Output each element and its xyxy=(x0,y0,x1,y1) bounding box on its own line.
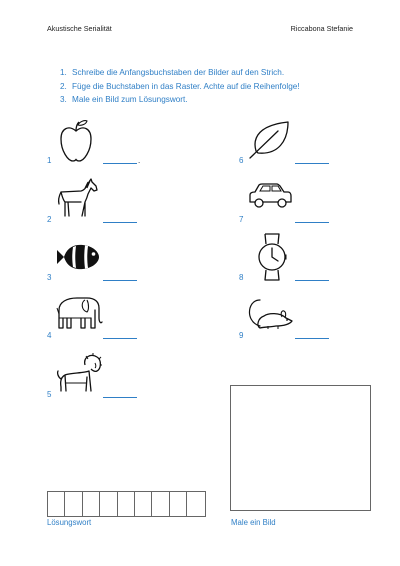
answer-line-8[interactable] xyxy=(295,280,329,281)
picture-item-1 xyxy=(47,115,197,165)
answer-line-9[interactable] xyxy=(295,338,329,339)
item-number: 5 xyxy=(47,390,52,399)
item-number: 3 xyxy=(47,273,52,282)
item-number: 7 xyxy=(239,215,244,224)
elephant-icon xyxy=(55,294,103,332)
car-icon xyxy=(247,182,293,210)
answer-line-1[interactable] xyxy=(103,163,137,164)
item-number: 1 xyxy=(47,156,52,165)
picture-item-5 xyxy=(47,349,197,399)
solution-cell[interactable] xyxy=(65,492,82,516)
watch-icon xyxy=(258,232,286,282)
picture-item-2 xyxy=(47,174,197,224)
solution-cell[interactable] xyxy=(100,492,117,516)
answer-line-2[interactable] xyxy=(103,222,137,223)
item-number: 2 xyxy=(47,215,52,224)
picture-item-4 xyxy=(47,290,197,340)
solution-cell[interactable] xyxy=(152,492,169,516)
clownfish-icon xyxy=(55,242,101,272)
answer-line-7[interactable] xyxy=(295,222,329,223)
solution-cell[interactable] xyxy=(170,492,187,516)
header-left: Akustische Serialität xyxy=(47,24,112,33)
solution-cell[interactable] xyxy=(83,492,100,516)
picture-item-6 xyxy=(239,115,389,165)
trailing-dot: . xyxy=(138,156,141,165)
item-number: 9 xyxy=(239,331,244,340)
mouse-icon xyxy=(246,296,294,330)
picture-item-7 xyxy=(239,174,389,224)
answer-line-5[interactable] xyxy=(103,397,137,398)
drawing-label: Male ein Bild xyxy=(231,518,276,527)
answer-line-3[interactable] xyxy=(103,280,137,281)
leaf-icon xyxy=(248,119,290,159)
drawing-box[interactable] xyxy=(230,385,371,511)
solution-label: Lösungswort xyxy=(47,518,92,527)
solution-cell[interactable] xyxy=(118,492,135,516)
item-number: 6 xyxy=(239,156,244,165)
picture-item-8 xyxy=(239,232,389,282)
instructions-list xyxy=(60,66,300,107)
apple-icon xyxy=(59,119,93,163)
instruction-item: 3. Male ein Bild zum Lösungswort. xyxy=(60,95,188,104)
lion-icon xyxy=(55,353,103,393)
answer-line-4[interactable] xyxy=(103,338,137,339)
solution-cell[interactable] xyxy=(187,492,204,516)
solution-cell[interactable] xyxy=(48,492,65,516)
solution-cell[interactable] xyxy=(135,492,152,516)
instruction-item: 2. Füge die Buchstaben in das Raster. Achte auf die Reihenfolge! xyxy=(60,81,300,91)
item-number: 4 xyxy=(47,331,52,340)
header-right: Riccabona Stefanie xyxy=(290,24,353,33)
instruction-item: 1. Schreibe die Anfangsbuchstaben der Bilder auf den Strich. xyxy=(60,68,285,77)
horse-icon xyxy=(55,176,99,218)
item-number: 8 xyxy=(239,273,244,282)
solution-grid xyxy=(47,491,206,517)
picture-item-9 xyxy=(239,290,389,340)
answer-line-6[interactable] xyxy=(295,163,329,164)
picture-item-3 xyxy=(47,232,197,282)
